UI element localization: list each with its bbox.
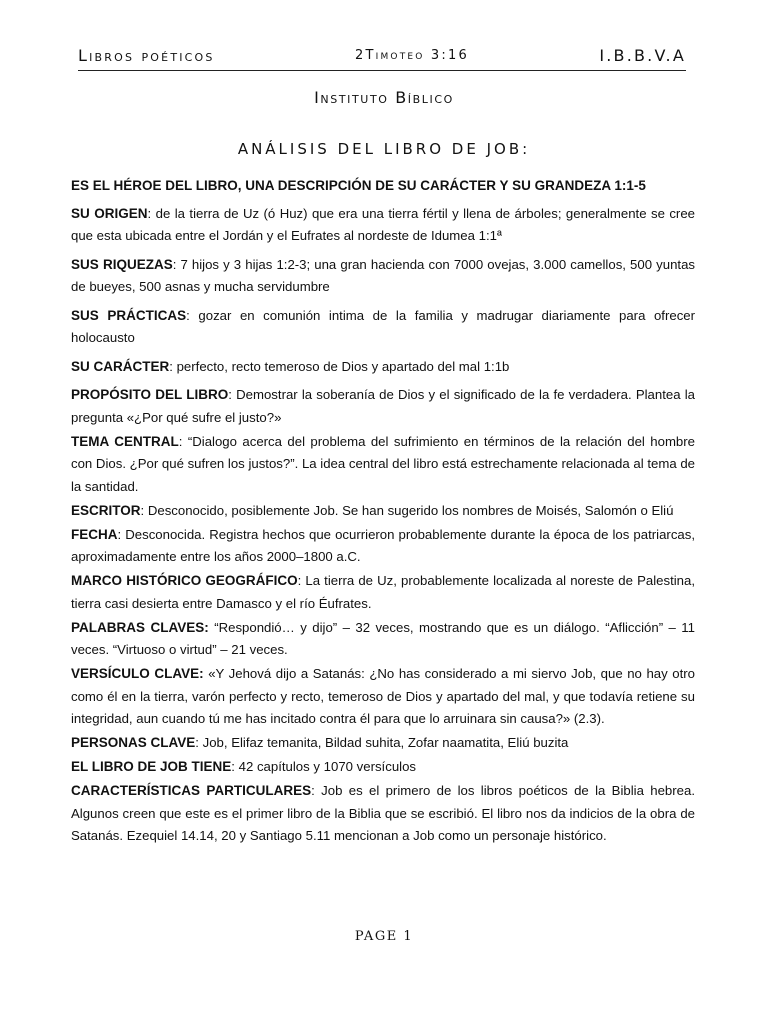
section-purpose: [71, 384, 695, 429]
section-text: : Job es el primero de los libros poéticos de la Biblia hebrea. Algunos creen que este es el primer libro de la Biblia que se escribió. El libro nos da indicios de la obra de Satanás. Ezequiel 14.14, 20 y Santiago 5.11 mencionan a Job como un personaje histórico.: [71, 783, 695, 843]
section-text: “Respondió… y dijo” – 32 veces, mostrando que es un diálogo. “Aflicción” – 11 veces. “Virtuoso o virtud” – 21 veces.: [71, 619, 695, 657]
header-course-title: Libros poéticos: [78, 46, 215, 65]
section-text: : de la tierra de Uz (ó Huz) que era una tierra fértil y llena de árboles; generalmente se cree que esta ubicada entre el Jordán y el Eufrates al nordeste de Idumea 1:1ª: [71, 205, 695, 243]
section-writer: [71, 500, 695, 523]
header-verse-reference: 2Timoteo 3:16: [355, 48, 469, 63]
section-text: : Job, Elifaz temanita, Bildad suhita, Zofar naamatita, Eliú buzita: [195, 735, 569, 750]
section-text: : 42 capítulos y 1070 versículos: [231, 759, 417, 774]
section-characteristics: [71, 780, 695, 848]
section-label: SU ORIGEN: [71, 205, 148, 221]
institute-name: Instituto Bíblico: [314, 88, 454, 107]
section-text: : perfecto, recto temeroso de Dios y apartado del mal 1:1b: [169, 358, 510, 374]
section-label: SUS PRÁCTICAS: [71, 307, 187, 323]
section-text: : Desconocido, posiblemente Job. Se han sugerido los nombres de Moisés, Salomón o Eliú: [140, 502, 674, 518]
section-text: : gozar en comunión intima de la familia y madrugar diariamente para ofrecer holocausto: [71, 307, 696, 345]
section-label: PALABRAS CLAVES:: [71, 619, 209, 635]
section-text: : Demostrar la soberanía de Dios y el significado de la fe verdadera. Plantea la pregunta «¿Por qué sufre el justo?»: [71, 387, 695, 425]
section-label: EL LIBRO DE JOB TIENE: [71, 759, 232, 774]
section-text: : Desconocida. Registra hechos que ocurrieron probablemente durante la época de los patriarcas, aproximadamente entre los años 2000–1800 a.C.: [71, 526, 695, 564]
section-key-words: [71, 617, 695, 662]
section-label: FECHA: [71, 526, 118, 542]
section-practices: [71, 305, 695, 350]
section-text: : “Dialogo acerca del problema del sufrimiento en términos de la relación del hombre con Dios. ¿Por qué sufren los justos?”. La idea central del libro está estrechamente relacionada al tema de la santidad.: [71, 433, 695, 494]
section-date: [71, 524, 695, 569]
section-central-theme: [71, 431, 695, 499]
section-key-verse: [71, 663, 695, 731]
page-number: PAGE 1: [354, 929, 414, 944]
section-heading: ES EL HÉROE DEL LIBRO, UNA DESCRIPCIÓN DE SU CARÁCTER Y SU GRANDEZA 1:1-5: [71, 178, 646, 193]
section-label: SUS RIQUEZAS: [71, 256, 173, 272]
header-institution: I.B.B.V.A: [599, 46, 686, 65]
document-title: ANÁLISIS DEL LIBRO DE JOB:: [237, 140, 531, 158]
section-character: [71, 356, 695, 379]
section-label: CARACTERÍSTICAS PARTICULARES: [71, 783, 312, 798]
section-text: : 7 hijos y 3 hijas 1:2-3; una gran hacienda con 7000 ovejas, 3.000 camellos, 500 yuntas de bueyes, 500 asnas y mucha servidumbre: [71, 256, 695, 294]
section-riches: [71, 254, 695, 299]
section-key-people: [71, 732, 695, 755]
running-header: [78, 46, 686, 71]
section-historical-frame: [71, 570, 695, 615]
section-label: SU CARÁCTER: [71, 358, 170, 374]
document-body: [71, 175, 695, 849]
section-text: : La tierra de Uz, probablemente localizada al noreste de Palestina, tierra casi desierta entre Damasco y el río Éufrates.: [71, 573, 695, 611]
section-label: PROPÓSITO DEL LIBRO: [71, 387, 229, 402]
section-label: TEMA CENTRAL: [71, 433, 179, 449]
section-text: «Y Jehová dijo a Satanás: ¿No has considerado a mi siervo Job, que no hay otro como él en la tierra, varón perfecto y recto, temeroso de Dios y apartado del mal, y que todavía retiene su integridad, aun cuando tú me has incitado contra él para que lo arruinara sin causa?» (2.3).: [71, 666, 695, 726]
section-origin: [71, 203, 695, 248]
section-label: MARCO HISTÓRICO GEOGRÁFICO: [71, 573, 298, 588]
section-label: VERSÍCULO CLAVE:: [71, 666, 204, 681]
section-book-size: [71, 756, 695, 779]
section-label: PERSONAS CLAVE: [71, 735, 196, 750]
section-label: ESCRITOR: [71, 502, 141, 518]
